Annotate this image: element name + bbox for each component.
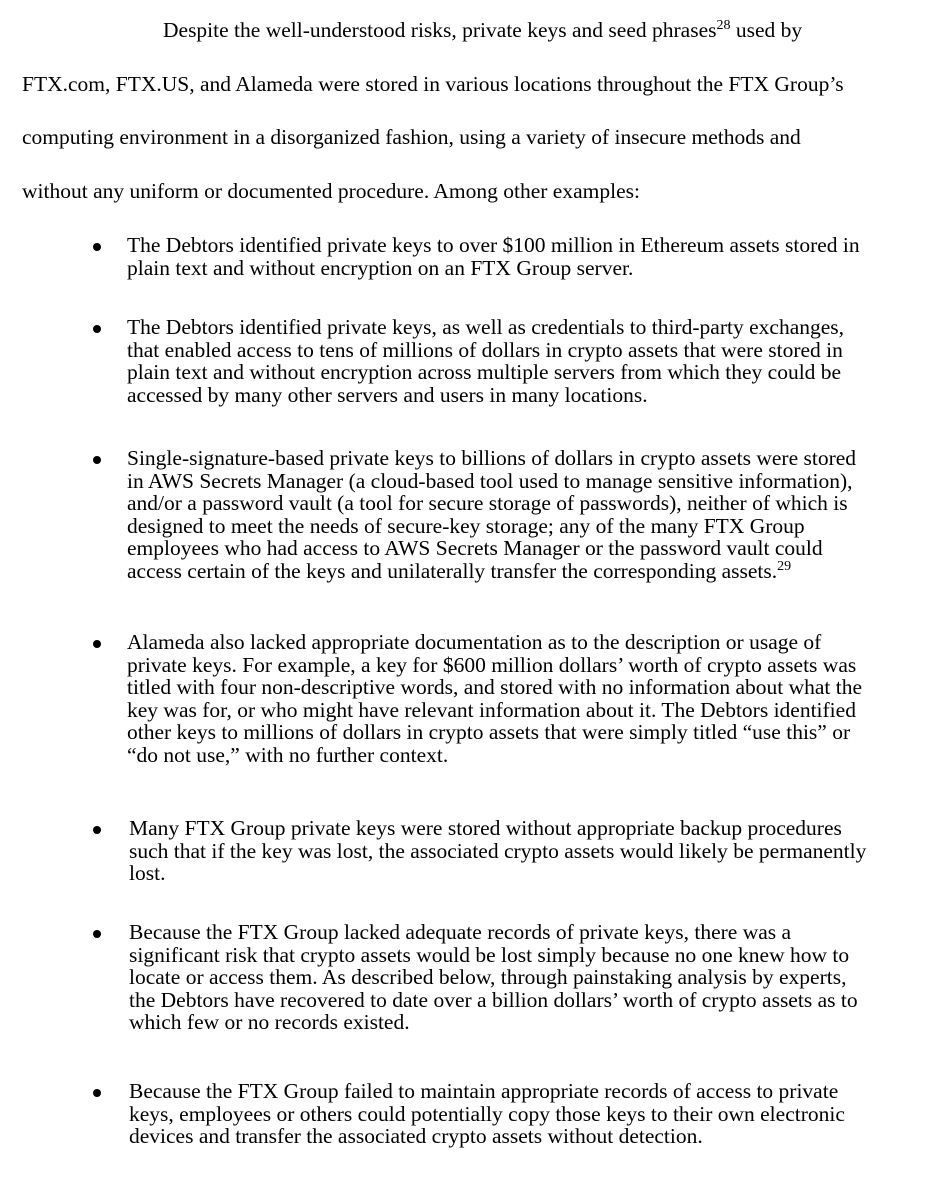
text-line (127, 447, 942, 470)
text-segment: which few or no records existed. (129, 1010, 410, 1035)
text-segment: Many FTX Group private keys were stored without appropriate backup procedures (129, 816, 842, 840)
text-line (127, 744, 942, 767)
text-line (127, 316, 942, 339)
text-line (127, 721, 942, 744)
text-segment: significant risk that crypto assets would be lost simply because no one knew how to (129, 942, 850, 967)
text-line (129, 1103, 944, 1126)
bullet-text (127, 234, 942, 279)
text-line (127, 537, 942, 560)
text-segment: the Debtors have recovered to date over a billion dollars’ worth of crypto assets as to (129, 987, 858, 1012)
text-line (127, 699, 942, 722)
text-segment: and/or a password vault (a tool for secure storage of passwords), neither of which is (127, 491, 848, 516)
text-segment: employees who had access to AWS Secrets Manager or the password vault could (127, 536, 823, 561)
text-segment: The Debtors identified private keys, as well as credentials to third-party exchanges, (127, 315, 845, 339)
bullet-dot-icon (93, 930, 101, 938)
text-line (127, 234, 942, 257)
text-segment: keys, employees or others could potentially copy those keys to their own electronic (129, 1101, 845, 1126)
text-line (129, 1080, 944, 1103)
text-segment: accessed by many other servers and users in many locations. (127, 382, 648, 407)
text-line (129, 817, 944, 840)
bullet-dot-icon (93, 456, 101, 464)
text-line (127, 631, 942, 654)
text-line (127, 384, 942, 407)
bullet-text (127, 447, 942, 583)
text-line (127, 361, 942, 384)
bullet-text (129, 921, 944, 1034)
text-line (127, 257, 942, 280)
bullet-text (129, 1080, 944, 1148)
text-segment: Alameda also lacked appropriate documentation as to the description or usage of (127, 630, 822, 654)
text-line (127, 339, 942, 362)
text-segment: Single-signature-based private keys to billions of dollars in crypto assets were stored (127, 446, 857, 470)
text-line (127, 654, 942, 677)
bullet-dot-icon (93, 243, 101, 251)
text-line (127, 492, 942, 515)
text-line: without any uniform or documented procedure. Among other examples: (22, 178, 640, 203)
text-line (22, 14, 942, 68)
text-line (129, 1011, 944, 1034)
text-line (129, 966, 944, 989)
text-segment: in AWS Secrets Manager (a cloud-based tool used to manage sensitive information), (127, 468, 853, 493)
text-segment: “do not use,” with no further context. (127, 742, 449, 767)
text-segment: lost. (129, 861, 166, 886)
text-segment: used by (730, 18, 803, 42)
bullet-text (127, 316, 942, 406)
text-line (129, 989, 944, 1012)
footnote-ref-29[interactable]: 29 (777, 558, 792, 574)
text-line (129, 840, 944, 863)
text-segment: The Debtors identified private keys to over $100 million in Ethereum assets stored in (127, 233, 860, 257)
text-line: FTX.com, FTX.US, and Alameda were stored in various locations throughout the FTX Group’s (22, 71, 844, 96)
text-segment: key was for, or who might have relevant information about it. The Debtors identified (127, 697, 856, 722)
footnote-ref-28[interactable]: 28 (716, 18, 731, 33)
text-line: computing environment in a disorganized fashion, using a variety of insecure methods and (22, 125, 801, 149)
text-line (129, 944, 944, 967)
bullet-dot-icon (93, 826, 101, 834)
text-segment: other keys to millions of dollars in crypto assets that were simply titled “use this” or (127, 720, 851, 745)
text-segment: access certain of the keys and unilaterally transfer the corresponding assets. (127, 558, 778, 583)
text-line (129, 921, 944, 944)
text-line (127, 515, 942, 538)
text-line (127, 470, 942, 493)
intro-paragraph (22, 14, 942, 228)
text-segment: plain text and without encryption on an FTX Group server. (127, 255, 634, 280)
text-line (127, 560, 942, 583)
bullet-dot-icon (93, 640, 101, 648)
text-segment: Despite the well-understood risks, private keys and seed phrases (163, 18, 717, 42)
text-line (129, 862, 944, 885)
text-line (127, 676, 942, 699)
bullet-dot-icon (93, 1089, 101, 1097)
text-segment: devices and transfer the associated crypto assets without detection. (129, 1124, 703, 1149)
text-line (129, 1125, 944, 1148)
text-segment: such that if the key was lost, the associated crypto assets would likely be permanently (129, 838, 867, 863)
bullet-text (129, 817, 944, 885)
bullet-text (127, 631, 942, 767)
text-segment: that enabled access to tens of millions of dollars in crypto assets that were stored in (127, 337, 843, 362)
text-segment: Because the FTX Group lacked adequate records of private keys, there was a (129, 920, 792, 944)
text-segment: titled with four non-descriptive words, and stored with no information about what the (127, 675, 863, 700)
text-segment: designed to meet the needs of secure-key storage; any of the many FTX Group (127, 513, 805, 538)
text-segment: plain text and without encryption across multiple servers from which they could be (127, 360, 842, 385)
text-segment: locate or access them. As described below, through painstaking analysis by experts, (129, 965, 847, 990)
bullet-dot-icon (93, 325, 101, 333)
text-segment: Because the FTX Group failed to maintain appropriate records of access to private (129, 1079, 839, 1103)
text-segment: private keys. For example, a key for $600 million dollars’ worth of crypto assets was (127, 652, 857, 677)
